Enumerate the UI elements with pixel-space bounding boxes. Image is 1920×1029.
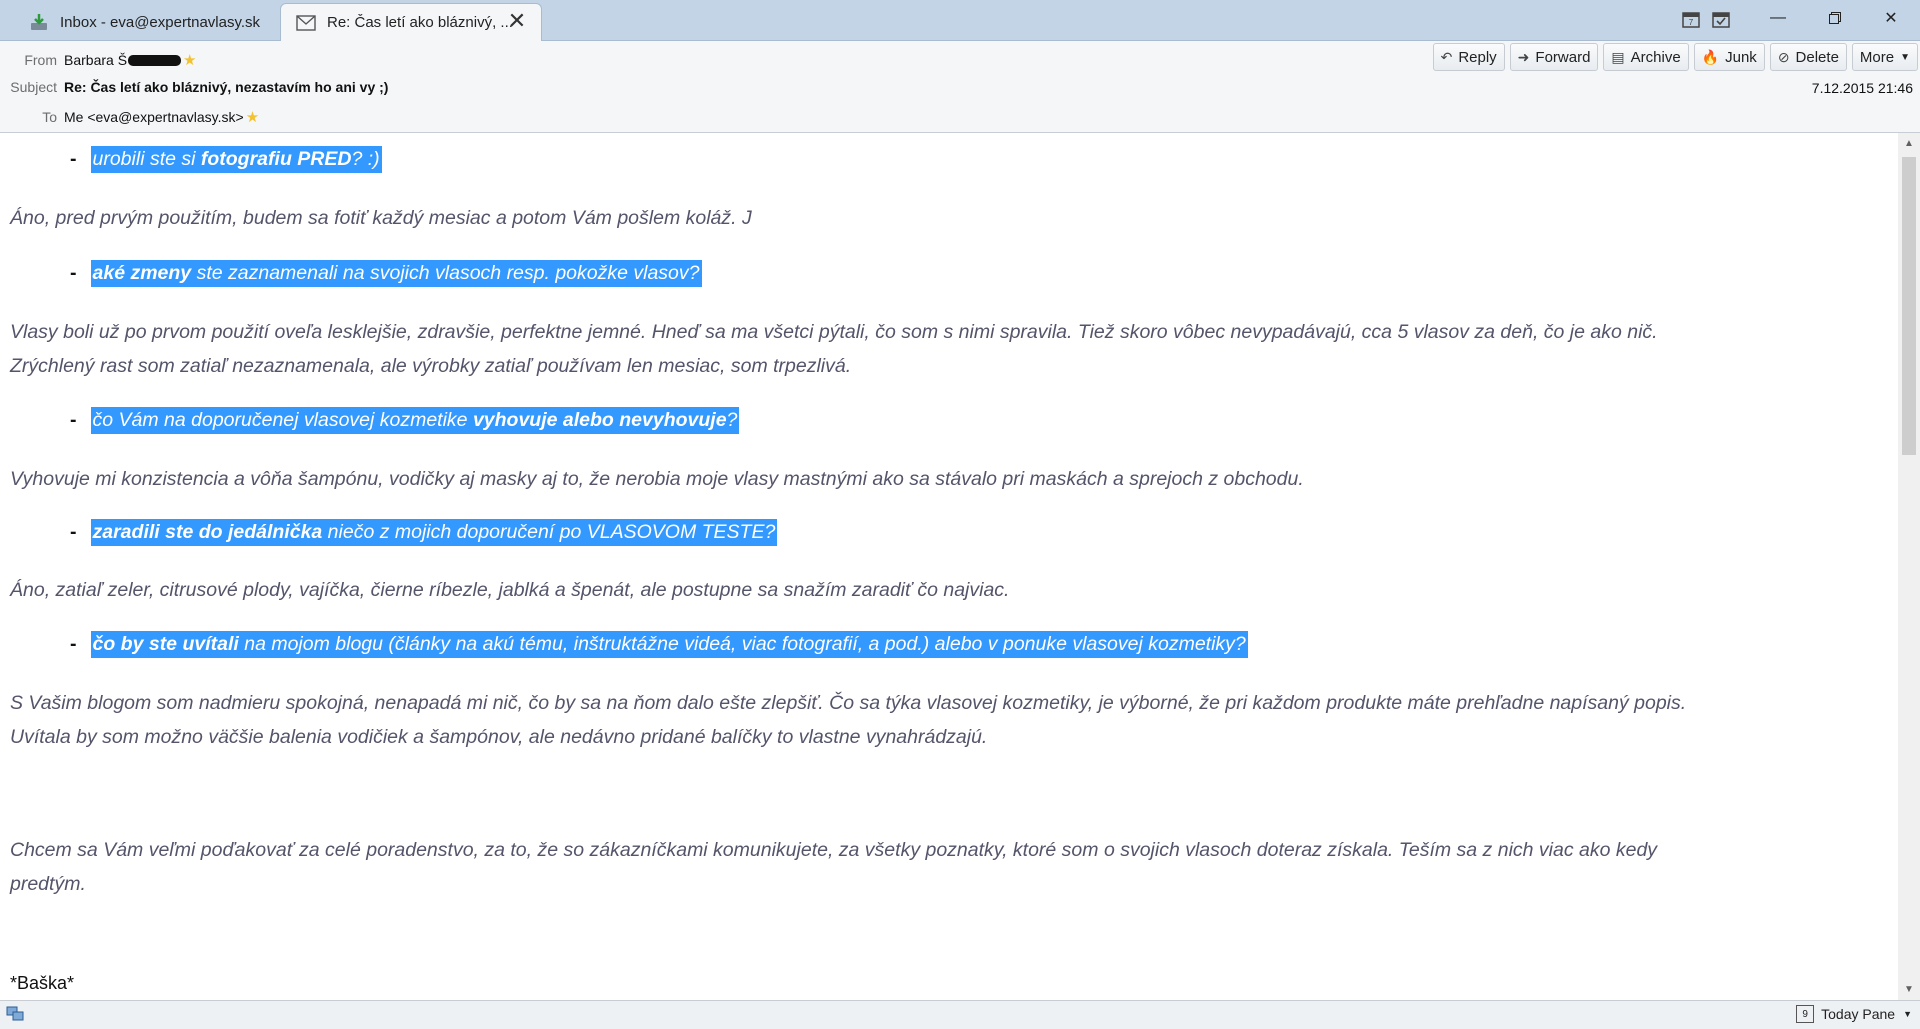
- archive-button[interactable]: [1603, 43, 1688, 71]
- tab-message[interactable]: [280, 3, 542, 41]
- forward-label: Forward: [1535, 48, 1591, 66]
- archive-label: Archive: [1630, 48, 1681, 66]
- thanks-line-2: predtým.: [10, 873, 86, 895]
- delete-label: Delete: [1795, 48, 1839, 66]
- tab-label: Inbox - eva@expertnavlasy.sk: [60, 13, 261, 31]
- inbox-download-icon: [28, 12, 50, 32]
- reply-label: Reply: [1458, 48, 1497, 66]
- from-value[interactable]: Barbara Š: [64, 52, 128, 68]
- answer-2-line-2: Zrýchlený rast som zatiaľ nezaznamenala, ale výrobky zatiaľ používam len mesiac, som trpezlivá.: [10, 355, 852, 377]
- question-1: [70, 146, 382, 173]
- from-label: From: [24, 52, 57, 68]
- selected-text: urobili ste si fotografiu PRED? :): [91, 146, 382, 173]
- tasks-icon[interactable]: [1710, 8, 1732, 30]
- scroll-up-icon[interactable]: ▲: [1904, 138, 1914, 149]
- scroll-thumb[interactable]: [1902, 157, 1916, 455]
- junk-label: Junk: [1725, 48, 1757, 66]
- bullet-dash: -: [70, 409, 77, 431]
- star-icon[interactable]: ★: [245, 109, 260, 126]
- message-actions: [1433, 43, 1920, 71]
- message-header: [0, 41, 1920, 133]
- forward-button[interactable]: [1510, 43, 1599, 71]
- envelope-icon: [295, 13, 317, 33]
- subject-value: Re: Čas letí ako bláznivý, nezastavím ho ani vy ;): [64, 79, 389, 95]
- bullet-dash: -: [70, 521, 77, 543]
- forward-icon: ➜: [1517, 48, 1530, 65]
- redaction-mark: [128, 55, 181, 66]
- answer-1: Áno, pred prvým použitím, budem sa fotiť každý mesiac a potom Vám pošlem koláž. J: [10, 207, 752, 229]
- to-row: [0, 108, 259, 126]
- delete-icon: ⊘: [1777, 48, 1790, 65]
- question-4: [70, 519, 777, 546]
- chevron-down-icon: ▼: [1903, 1009, 1912, 1019]
- more-button[interactable]: [1852, 43, 1918, 71]
- question-5: [70, 631, 1248, 658]
- junk-button[interactable]: [1694, 43, 1765, 71]
- subject-row: [0, 79, 388, 95]
- online-status-icon[interactable]: [6, 1006, 24, 1027]
- close-tab-icon[interactable]: ✕: [507, 8, 527, 33]
- junk-icon: 🔥: [1701, 48, 1720, 65]
- answer-4: Áno, zatiaľ zeler, citrusové plody, vajíčka, čierne ríbezle, jablká a špenát, ale postupne sa snažím zaradiť čo najviac.: [10, 579, 1010, 601]
- selected-text: čo by ste uvítali na mojom blogu (články na akú tému, inštruktážne videá, viac fotografií, a pod.) alebo v ponuke vlasovej kozmetiky?: [91, 631, 1248, 658]
- message-body: [0, 133, 1898, 999]
- close-window-icon[interactable]: ✕: [1884, 10, 1898, 27]
- selected-text: zaradili ste do jedálnička niečo z mojich doporučení po VLASOVOM TESTE?: [91, 519, 778, 546]
- today-pane-label: Today Pane: [1821, 1006, 1896, 1022]
- reply-icon: ↶: [1440, 48, 1453, 65]
- bullet-dash: -: [70, 148, 77, 170]
- scroll-down-icon[interactable]: ▼: [1904, 984, 1914, 995]
- question-2: [70, 260, 702, 287]
- star-icon[interactable]: ★: [183, 52, 197, 69]
- answer-2-line-1: Vlasy boli už po prvom použití oveľa lesklejšie, zdravšie, perfektne jemné. Hneď sa ma všetci pýtali, čo som s nimi spravila. Tiež skoro vôbec nevypadávajú, cca 5 vlasov za deň, čo je ako nič.: [10, 321, 1658, 343]
- status-bar: [0, 1000, 1920, 1029]
- delete-button[interactable]: [1770, 43, 1847, 71]
- bullet-dash: -: [70, 633, 77, 655]
- tab-label: Re: Čas letí ako bláznivý, ...: [327, 14, 513, 31]
- answer-3: Vyhovuje mi konzistencia a vôňa šampónu, vodičky aj masky aj to, že nerobia moje vlasy mastnými ako sa stávalo pri maskách a sprejoch z obchodu.: [10, 468, 1304, 490]
- message-date: 7.12.2015 21:46: [1811, 80, 1913, 96]
- reply-button[interactable]: [1433, 43, 1505, 71]
- calendar-icon[interactable]: [1680, 8, 1702, 30]
- to-value[interactable]: Me <eva@expertnavlasy.sk>: [64, 109, 244, 125]
- svg-text:7: 7: [1688, 18, 1694, 27]
- from-row: [0, 51, 197, 69]
- selected-text: aké zmeny ste zaznamenali na svojich vlasoch resp. pokožke vlasov?: [91, 260, 702, 287]
- to-label: To: [42, 109, 57, 125]
- title-tools: [1680, 8, 1732, 30]
- archive-icon: ▤: [1611, 48, 1625, 65]
- answer-5-line-2: Uvítala by som možno väčšie balenia vodičiek a šampónov, ale nedávno pridané balíčky to vlastne vynahrádzajú.: [10, 726, 988, 748]
- bullet-dash: -: [70, 262, 77, 284]
- subject-label: Subject: [10, 79, 57, 95]
- minimize-icon[interactable]: —: [1770, 9, 1786, 26]
- signature: *Baška*: [10, 973, 75, 993]
- today-pane-toggle[interactable]: [1796, 1005, 1912, 1023]
- thanks-line-1: Chcem sa Vám veľmi poďakovať za celé poradenstvo, za to, že so zákazníčkami komunikujete, za všetky poznatky, ktoré som o svojich vlasoch doteraz získala. Teším sa z nich viac ako kedy: [10, 839, 1658, 861]
- tab-bar: [0, 0, 1920, 41]
- selected-text: čo Vám na doporučenej vlasovej kozmetike vyhovuje alebo nevyhovuje?: [91, 407, 740, 434]
- vertical-scrollbar[interactable]: [1898, 133, 1920, 1001]
- more-label: More: [1859, 48, 1895, 66]
- restore-icon[interactable]: [1812, 2, 1858, 34]
- tab-inbox[interactable]: [14, 4, 276, 40]
- answer-5-line-1: S Vašim blogom som nadmieru spokojná, nenapadá mi nič, čo by sa na ňom dalo ešte zlepšiť. Čo sa týka vlasovej kozmetiky, je výborné, že pri každom produkte máte prehľadne napísaný popis.: [10, 692, 1687, 714]
- question-3: [70, 407, 739, 434]
- calendar-day-icon: 9: [1796, 1005, 1814, 1023]
- chevron-down-icon: ▼: [1900, 51, 1910, 63]
